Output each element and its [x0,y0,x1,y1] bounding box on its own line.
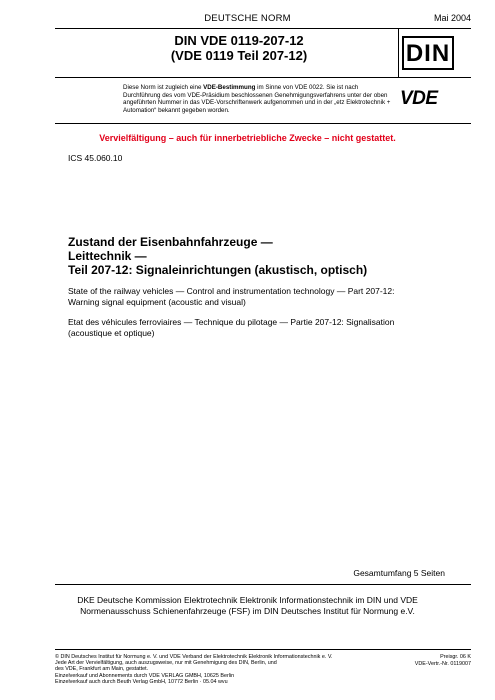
standard-title [80,33,398,63]
english-title-line: State of the railway vehicles — Control and instrumentation technology — Part 207-12: [68,286,395,296]
standard-number: DIN VDE 0119-207-12 [174,33,304,48]
german-title-line: Zustand der Eisenbahnfahrzeuge — [68,235,273,249]
top-rule [55,28,471,29]
german-title-line: Teil 207-12: Signaleinrichtungen (akustisch, optisch) [68,263,368,277]
german-title [68,235,448,277]
total-pages: Gesamtumfang 5 Seiten [353,568,445,578]
vde-logo: VDE [400,88,438,109]
ics-code: ICS 45.060.10 [68,153,123,163]
publication-date: Mai 2004 [433,13,471,23]
vde-contract-number: VDE-Vertr.-Nr. 0119007 [414,660,471,667]
english-title-line: Warning signal equipment (acoustic and visual) [68,296,246,307]
note-rule [55,123,471,124]
committee-line: DKE Deutsche Kommission Elektrotechnik Elektronik Informationstechnik im DIN und VDE [77,595,418,605]
footer-line: Jede Art der Vervielfältigung, auch auszugsweise, nur mit Genehmigung des DIN, Berlin, und [55,660,277,667]
vde-note [123,84,393,114]
copy-notice: Vervielfältigung – auch für innerbetriebliche Zwecke – nicht gestattet. [99,133,396,143]
committee-info [0,595,495,616]
din-logo [402,36,454,70]
norm-label: DEUTSCHE NORM [204,13,291,24]
footer-line: Einzelverkauf auch durch Beuth Verlag GmbH, 10772 Berlin · 05.04 wvu [55,678,228,685]
din-logo-text: DIN [405,40,451,67]
note-post: im Sinne von VDE 0022. Sie ist nach Durchführung des vom VDE-Präsidium beschlossenen Genehmigungsverfahrens unter der oben angeführten Nummer in das VDE-Vorschriftenwerk aufgenommen und in der „etz Elektrotechnik + Automation“ bekannt gegeben worden. [123,84,391,114]
standard-alt-number: (VDE 0119 Teil 207-12) [170,48,308,63]
footer-line: des VDE, Frankfurt am Main, gestattet. [55,666,149,673]
note-pre: Diese Norm ist zugleich eine [123,84,204,91]
footer-line: Einzelverkauf und Abonnements durch VDE VERLAG GMBH, 10625 Berlin [55,672,235,679]
committee-line: Normenausschuss Schienenfahrzeuge (FSF) im DIN Deutsches Institut für Normung e.V. [80,605,415,616]
note-bold: VDE-Bestimmung [203,84,256,91]
footer-copyright [55,654,395,685]
english-title [68,286,468,307]
footer-line: © DIN Deutsches Institut für Normung e. V. und VDE Verband der Elektrotechnik Elektronik Informationstechnik e. V. [55,654,333,660]
logo-divider [398,28,399,77]
french-title-line: (acoustique et optique) [68,327,155,338]
german-title-line: Leittechnik — [68,249,147,263]
french-title-line: Etat des véhicules ferroviaires — Technique du pilotage — Partie 207-12: Signalisation [68,317,395,327]
price-group: Preisgr. 06 K [440,654,471,660]
footer-rule [55,649,471,650]
committee-rule [55,584,471,585]
footer-price [391,654,471,667]
french-title [68,317,468,338]
title-rule [55,77,471,78]
